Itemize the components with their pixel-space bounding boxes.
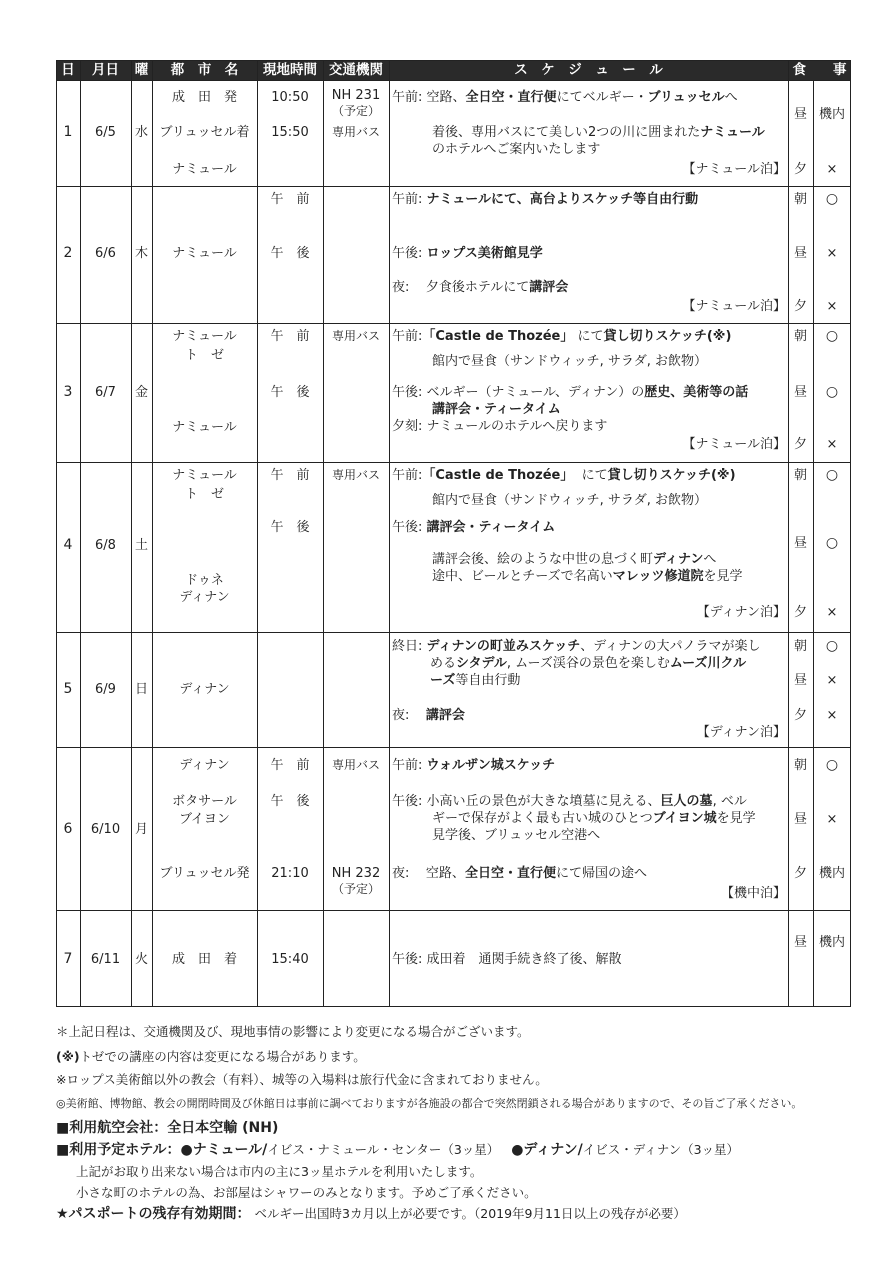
city: ブイヨン bbox=[179, 812, 230, 827]
meal-value: × bbox=[826, 708, 838, 723]
header-meals: 食 事 bbox=[788, 60, 851, 80]
schedule-text: ナミュールにて、高台よりスケッチ等自由行動 bbox=[426, 192, 699, 207]
meal-value: ○ bbox=[825, 757, 839, 773]
city: ト ゼ bbox=[184, 348, 224, 363]
airline-code: (NH) bbox=[242, 1120, 279, 1136]
local-time: 午 前 bbox=[270, 192, 310, 207]
meal-time: 朝 bbox=[793, 468, 807, 483]
schedule-label: 午後: bbox=[392, 952, 423, 967]
schedule-label: 午前: bbox=[392, 758, 423, 773]
note-text: トゼでの講座の内容は変更になる場合があります。 bbox=[79, 1049, 366, 1064]
hotel-name: イビス・ナミュール・センター（3ッ星） bbox=[267, 1142, 500, 1157]
weekday: 土 bbox=[134, 538, 148, 553]
meal-value: 機内 bbox=[818, 935, 845, 950]
schedule-text: める bbox=[430, 656, 457, 671]
meal-value: × bbox=[826, 812, 838, 827]
meal-value: ○ bbox=[825, 535, 839, 551]
schedule-text: 講評会後、絵のような中世の息づく町 bbox=[432, 552, 654, 567]
schedule-label: 午前: bbox=[392, 90, 423, 105]
local-time: 午 後 bbox=[270, 385, 310, 400]
date: 6/7 bbox=[95, 385, 116, 400]
schedule-line: 見学後、ブリュッセル空港へ bbox=[432, 828, 601, 843]
passport-info bbox=[56, 1206, 686, 1222]
transport: NH 231 bbox=[331, 88, 381, 103]
meal-time: 朝 bbox=[793, 758, 807, 773]
schedule-text: , ベル bbox=[712, 794, 747, 809]
meal-time: 昼 bbox=[793, 246, 807, 261]
local-time: 午 前 bbox=[270, 468, 310, 483]
city: ディナン bbox=[179, 682, 230, 697]
divider bbox=[80, 60, 81, 1007]
meal-value: × bbox=[826, 162, 838, 177]
meal-time: 夕 bbox=[793, 299, 807, 314]
meal-value: ○ bbox=[825, 191, 839, 207]
schedule-text: 貸し切りスケッチ(※) bbox=[603, 329, 732, 344]
transport: 専用バス bbox=[331, 758, 380, 772]
header-city: 都 市 名 bbox=[152, 60, 257, 80]
header-schedule: ス ケ ジ ュ ー ル bbox=[389, 60, 788, 80]
date: 6/9 bbox=[95, 682, 116, 697]
schedule-text: 講評会 bbox=[425, 708, 465, 723]
schedule-line bbox=[432, 810, 756, 827]
schedule-text: 「Castle de Thozée」 bbox=[422, 468, 574, 483]
schedule-text: 空路、 bbox=[426, 90, 466, 105]
note-schedule-change: ＊上記日程は、交通機関及び、現地事情の影響により変更になる場合がございます。 bbox=[56, 1024, 530, 1039]
schedule-text: マレッツ修道院 bbox=[612, 569, 704, 584]
meal-time: 夕 bbox=[793, 162, 807, 177]
schedule-text: 「Castle de Thozée」 bbox=[422, 329, 574, 344]
day-number: 5 bbox=[63, 681, 73, 697]
weekday: 日 bbox=[134, 682, 148, 697]
hotel-city: ●ディナン/ bbox=[511, 1142, 583, 1158]
transport: 専用バス bbox=[331, 329, 380, 343]
day-number: 1 bbox=[63, 124, 73, 140]
schedule-label: 午後: bbox=[392, 385, 423, 400]
schedule-label: 午前: bbox=[392, 329, 423, 344]
header-local-time: 現地時間 bbox=[257, 60, 323, 80]
overnight-stay: 【ナミュール泊】 bbox=[682, 162, 786, 177]
date: 6/5 bbox=[95, 125, 116, 140]
schedule-line bbox=[392, 328, 731, 345]
hotel-name: イビス・ディナン（3ッ星） bbox=[582, 1142, 740, 1157]
schedule-text: ロップス美術館見学 bbox=[426, 246, 543, 261]
schedule-text: 全日空・直行便 bbox=[464, 866, 556, 881]
schedule-line: 講評会・ティータイム bbox=[432, 402, 561, 417]
airline-info bbox=[56, 1120, 278, 1136]
schedule-text: ムーズ川クル bbox=[669, 656, 747, 671]
schedule-line: 館内で昼食（サンドウィッチ, サラダ, お飲物） bbox=[432, 493, 707, 508]
schedule-text: ベルギー（ナミュール、ディナン）の bbox=[426, 385, 645, 400]
meal-time: 夕 bbox=[793, 605, 807, 620]
day-number: 7 bbox=[63, 951, 73, 967]
schedule-text: 巨人の墓 bbox=[660, 794, 713, 809]
note-mark: (※) bbox=[56, 1049, 80, 1064]
meal-time: 昼 bbox=[793, 107, 807, 122]
schedule-label: 夜: bbox=[392, 280, 410, 295]
overnight-stay: 【ディナン泊】 bbox=[696, 605, 786, 620]
schedule-line: のホテルへご案内いたします bbox=[432, 142, 601, 157]
day-number: 2 bbox=[63, 245, 73, 261]
overnight-stay: 【ナミュール泊】 bbox=[682, 437, 786, 452]
local-time: 午 後 bbox=[270, 520, 310, 535]
day-number: 4 bbox=[63, 537, 73, 553]
meal-time: 昼 bbox=[793, 935, 807, 950]
city: ト ゼ bbox=[184, 487, 224, 502]
schedule-line bbox=[430, 672, 520, 689]
schedule-text: ナミュール bbox=[700, 125, 765, 140]
overnight-stay: 【ディナン泊】 bbox=[696, 725, 786, 740]
schedule-line bbox=[392, 519, 555, 536]
schedule-label: 午前: bbox=[392, 192, 423, 207]
meal-value: × bbox=[826, 673, 838, 688]
schedule-line bbox=[392, 467, 736, 484]
header-weekday: 曜 bbox=[131, 60, 152, 80]
schedule-text: 途中、ビールとチーズで名高い bbox=[432, 569, 613, 584]
meal-value: ○ bbox=[825, 638, 839, 654]
city: ナミュール bbox=[172, 420, 237, 435]
local-time: 21:10 bbox=[271, 866, 309, 881]
local-time: 15:40 bbox=[271, 952, 309, 967]
overnight-stay: 【ナミュール泊】 bbox=[682, 299, 786, 314]
meal-value: × bbox=[826, 246, 838, 261]
schedule-label: 夜: bbox=[392, 708, 410, 723]
city: ナミュール bbox=[172, 246, 237, 261]
transport: 専用バス bbox=[331, 468, 380, 482]
hotel-label: ■利用予定ホテル： bbox=[56, 1142, 181, 1158]
weekday: 火 bbox=[134, 952, 148, 967]
transport: （予定） bbox=[331, 104, 380, 118]
divider bbox=[389, 60, 390, 1007]
schedule-text: 歴史、美術等の話 bbox=[644, 385, 749, 400]
weekday: 金 bbox=[134, 385, 148, 400]
meal-time: 朝 bbox=[793, 192, 807, 207]
schedule-label: 夜: bbox=[392, 866, 410, 881]
schedule-text: 講評会 bbox=[529, 280, 569, 295]
schedule-line bbox=[392, 951, 622, 968]
meal-time: 夕 bbox=[793, 866, 807, 881]
passport-label: ★パスポートの残存有効期間： bbox=[56, 1206, 251, 1222]
passport-text: ベルギー出国時3カ月以上が必要です。（2019年9月11日以上の残存が必要） bbox=[254, 1206, 686, 1221]
schedule-line bbox=[432, 568, 742, 585]
schedule-text: を見学 bbox=[716, 811, 756, 826]
schedule-text: ブリュッセル bbox=[647, 90, 725, 105]
schedule-text: 、ディナンの大パノラマが楽し bbox=[580, 639, 761, 654]
local-time: 15:50 bbox=[271, 125, 309, 140]
meal-value: ○ bbox=[825, 384, 839, 400]
meal-value: 機内 bbox=[818, 107, 845, 122]
schedule-line bbox=[392, 191, 698, 208]
schedule-line bbox=[392, 707, 465, 724]
meal-time: 昼 bbox=[793, 385, 807, 400]
schedule-text: ギーで保存がよく最も古い城のひとつ bbox=[432, 811, 653, 826]
schedule-line bbox=[392, 757, 555, 774]
city: 成 田 発 bbox=[171, 90, 237, 105]
schedule-line bbox=[392, 418, 607, 435]
date: 6/10 bbox=[90, 822, 121, 837]
airline-label: ■利用航空会社：全日本空輸 bbox=[56, 1120, 238, 1136]
schedule-text: 夕食後ホテルにて bbox=[425, 280, 530, 295]
city: ボタサール bbox=[172, 794, 237, 809]
schedule-text: 講評会・ティータイム bbox=[426, 520, 556, 535]
itinerary-table bbox=[56, 60, 851, 1007]
meal-value: × bbox=[826, 605, 838, 620]
schedule-text: 小高い丘の景色が大きな墳墓に見える、 bbox=[426, 794, 661, 809]
note-opening-hours: ◎美術館、博物館、教会の開閉時間及び休館日は事前に調べておりますが各施設の都合で突然閉鎖される場合がありますので、その旨ご了承ください。 bbox=[56, 1097, 803, 1110]
schedule-label: 夕刻: bbox=[392, 419, 423, 434]
hotel-note: 上記がお取り出来ない場合は市内の主に3ッ星ホテルを利用いたします。 bbox=[76, 1164, 483, 1179]
meal-time: 朝 bbox=[793, 329, 807, 344]
schedule-text: , ムーズ渓谷の景色を楽しむ bbox=[506, 656, 670, 671]
schedule-text: 等自由行動 bbox=[455, 673, 521, 688]
hotel-city: ●ナミュール/ bbox=[180, 1142, 268, 1158]
meal-value: ○ bbox=[825, 467, 839, 483]
header-date: 月日 bbox=[80, 60, 131, 80]
meal-value: 機内 bbox=[818, 866, 845, 881]
city: ナミュール bbox=[172, 468, 237, 483]
schedule-text: ブイヨン城 bbox=[652, 811, 717, 826]
city: ブリュッセル着 bbox=[159, 125, 250, 140]
schedule-text: 成田着 通関手続き終了後、解散 bbox=[426, 952, 622, 967]
divider bbox=[131, 60, 132, 1007]
schedule-text: ナミュールのホテルへ戻ります bbox=[426, 419, 608, 434]
schedule-label: 終日: bbox=[392, 639, 423, 654]
city: ディナン bbox=[179, 590, 230, 605]
schedule-text: を見学 bbox=[703, 569, 743, 584]
city: 成 田 着 bbox=[171, 952, 237, 967]
meal-value: × bbox=[826, 437, 838, 452]
meal-value: ○ bbox=[825, 328, 839, 344]
schedule-text: へ bbox=[703, 552, 717, 567]
weekday: 水 bbox=[134, 125, 148, 140]
schedule-label: 午後: bbox=[392, 520, 423, 535]
day-number: 6 bbox=[63, 821, 73, 837]
divider bbox=[56, 323, 851, 324]
date: 6/8 bbox=[95, 538, 116, 553]
city: ブリュッセル発 bbox=[159, 866, 250, 881]
schedule-line bbox=[392, 793, 747, 810]
meal-time: 夕 bbox=[793, 708, 807, 723]
divider bbox=[56, 632, 851, 633]
city: ディナン bbox=[179, 758, 230, 773]
schedule-line bbox=[432, 551, 716, 568]
schedule-line bbox=[432, 124, 765, 141]
header-day: 日 bbox=[56, 60, 80, 80]
schedule-text: にて bbox=[577, 329, 604, 344]
schedule-line bbox=[392, 865, 647, 882]
divider bbox=[56, 462, 851, 463]
schedule-line bbox=[392, 384, 748, 401]
schedule-text: 全日空・直行便 bbox=[465, 90, 557, 105]
date: 6/6 bbox=[95, 246, 116, 261]
meal-time: 夕 bbox=[793, 437, 807, 452]
schedule-text: ーズ bbox=[430, 673, 456, 688]
schedule-line bbox=[430, 655, 746, 672]
local-time: 午 後 bbox=[270, 246, 310, 261]
city: ドゥネ bbox=[185, 573, 224, 588]
meal-time: 昼 bbox=[793, 673, 807, 688]
note-admission: ※ロップス美術館以外の教会（有料）、城等の入場料は旅行代金に含まれておりません。 bbox=[56, 1072, 548, 1087]
hotel-info bbox=[56, 1142, 739, 1158]
schedule-text: にて帰国の途へ bbox=[555, 866, 647, 881]
meal-value: × bbox=[826, 299, 838, 314]
city: ナミュール bbox=[172, 329, 237, 344]
transport: NH 232 bbox=[331, 866, 381, 881]
schedule-label: 午前: bbox=[392, 468, 423, 483]
schedule-text: ディナンの町並みスケッチ bbox=[426, 639, 581, 654]
schedule-label: 午後: bbox=[392, 794, 423, 809]
schedule-text: 貸し切りスケッチ(※) bbox=[607, 468, 736, 483]
meal-time: 朝 bbox=[793, 639, 807, 654]
schedule-line bbox=[392, 245, 543, 262]
city: ナミュール bbox=[172, 162, 237, 177]
meal-time: 昼 bbox=[793, 536, 807, 551]
schedule-line bbox=[392, 638, 761, 655]
schedule-text: 着後、専用バスにて美しい2つの川に囲まれた bbox=[432, 125, 701, 140]
divider bbox=[56, 910, 851, 911]
weekday: 木 bbox=[134, 246, 148, 261]
local-time: 午 前 bbox=[270, 329, 310, 344]
schedule-text: にてベルギー・ bbox=[556, 90, 648, 105]
schedule-label: 午後: bbox=[392, 246, 423, 261]
weekday: 月 bbox=[134, 822, 148, 837]
divider bbox=[56, 186, 851, 187]
transport: 専用バス bbox=[331, 125, 380, 139]
schedule-text: 空路、 bbox=[425, 866, 465, 881]
local-time: 午 前 bbox=[270, 758, 310, 773]
schedule-text: ディナン bbox=[653, 552, 704, 567]
schedule-text: ウォルザン城スケッチ bbox=[426, 758, 556, 773]
schedule-text: シタデル bbox=[456, 656, 507, 671]
header-transport: 交通機関 bbox=[323, 60, 389, 80]
transport: （予定） bbox=[331, 882, 380, 896]
divider bbox=[56, 80, 851, 81]
local-time: 10:50 bbox=[271, 90, 309, 105]
schedule-text: へ bbox=[724, 90, 738, 105]
meal-time: 昼 bbox=[793, 812, 807, 827]
day-number: 3 bbox=[63, 384, 73, 400]
schedule-line bbox=[392, 279, 568, 296]
divider bbox=[56, 747, 851, 748]
note-thozee bbox=[56, 1049, 366, 1065]
schedule-text: にて bbox=[581, 468, 608, 483]
hotel-note: 小さな町のホテルの為、お部屋はシャワーのみとなります。予めご了承ください。 bbox=[76, 1185, 537, 1200]
local-time: 午 後 bbox=[270, 794, 310, 809]
schedule-line: 館内で昼食（サンドウィッチ, サラダ, お飲物） bbox=[432, 354, 707, 369]
date: 6/11 bbox=[90, 952, 121, 967]
overnight-stay: 【機中泊】 bbox=[720, 886, 786, 901]
schedule-line bbox=[392, 89, 738, 106]
